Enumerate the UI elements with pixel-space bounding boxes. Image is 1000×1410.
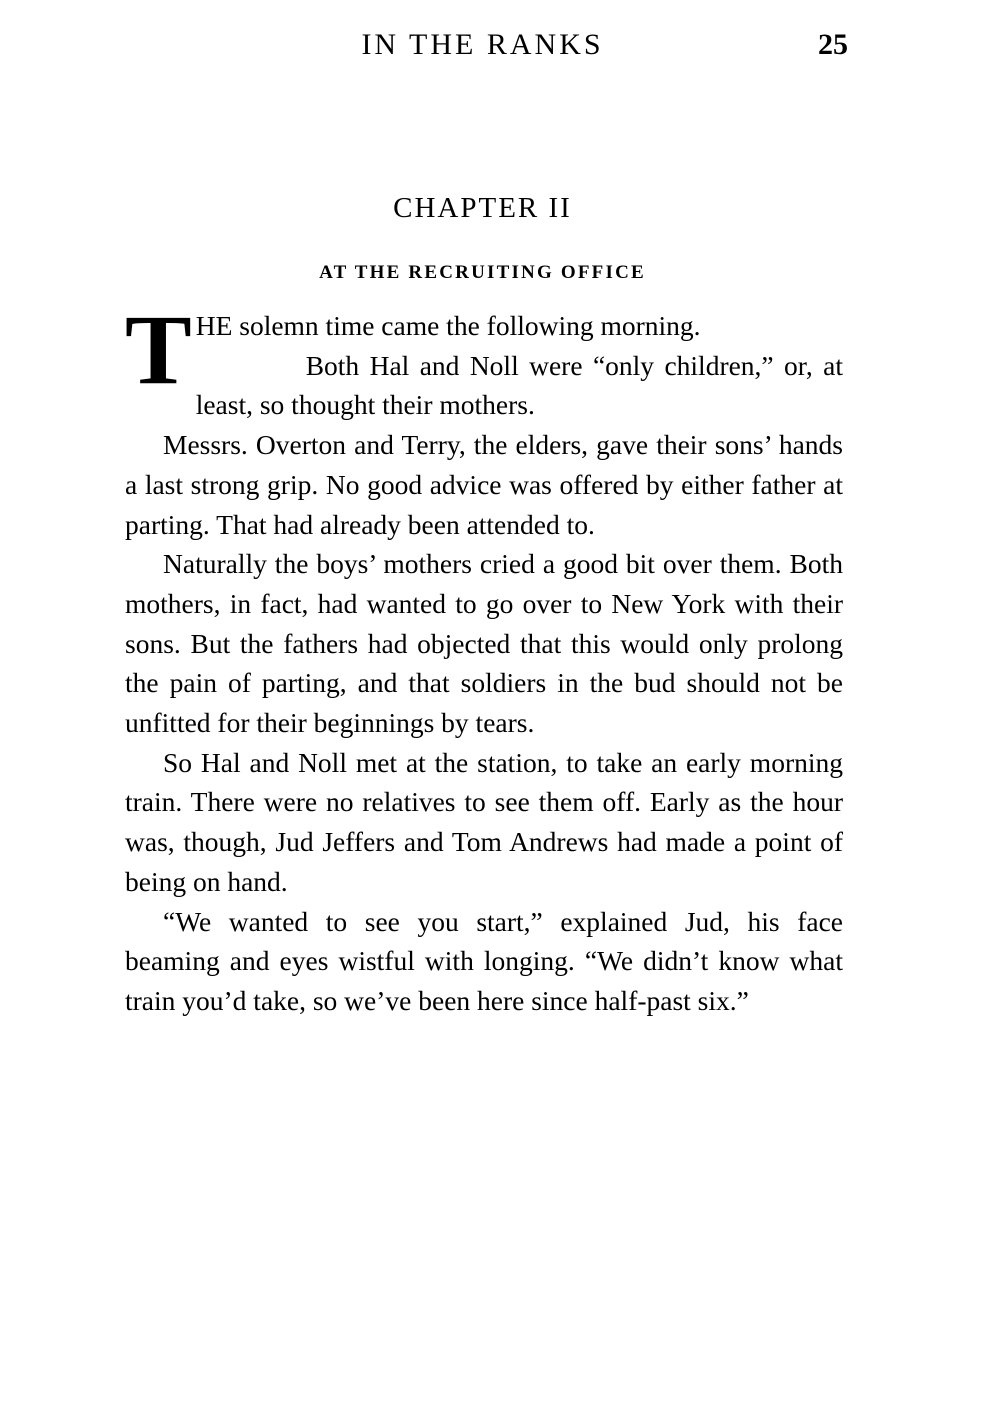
paragraph-4: Naturally the boys’ mothers cried a good bit over them. Both mothers, in fact, had wanted to go over to New York with their sons. But the fathers had objected that this would only prolong the pain of parting, and that soldiers in the bud should not be unfitted for their beginnings by tears. — [125, 548, 843, 739]
paragraph-6: “We wanted to see you start,” explained Jud, his face beaming and eyes wistful with longing. “We didn’t know what train you’d take, so we’ve been here since half-past six.” — [125, 905, 843, 1016]
paragraph-1-text: HE solemn time came the following morning. — [195, 310, 701, 341]
chapter-title: CHAPTER II — [393, 192, 572, 224]
paragraph-5: So Hal and Noll met at the station, to take an early morning train. There were no relatives to see them off. Early as the hour was, though, Jud Jeffers and Tom Andrews had made a point of being on hand. — [125, 746, 843, 897]
paragraph-3: Messrs. Overton and Terry, the elders, gave their sons’ hands a last strong grip. No good advice was offered by either father at parting. That had already been attended to. — [125, 429, 843, 540]
running-title: IN THE RANKS — [361, 28, 604, 61]
paragraph-2-text: Both Hal and Noll were “only children,” or, at least, so thought their mothers. — [195, 349, 843, 421]
body-text — [125, 294, 843, 1021]
chapter-subtitle: AT THE RECRUITING OFFICE — [319, 262, 646, 283]
page-number: 25 — [818, 28, 848, 61]
drop-cap: T — [125, 294, 192, 405]
running-head — [125, 28, 848, 74]
paragraph-1 — [125, 294, 843, 425]
